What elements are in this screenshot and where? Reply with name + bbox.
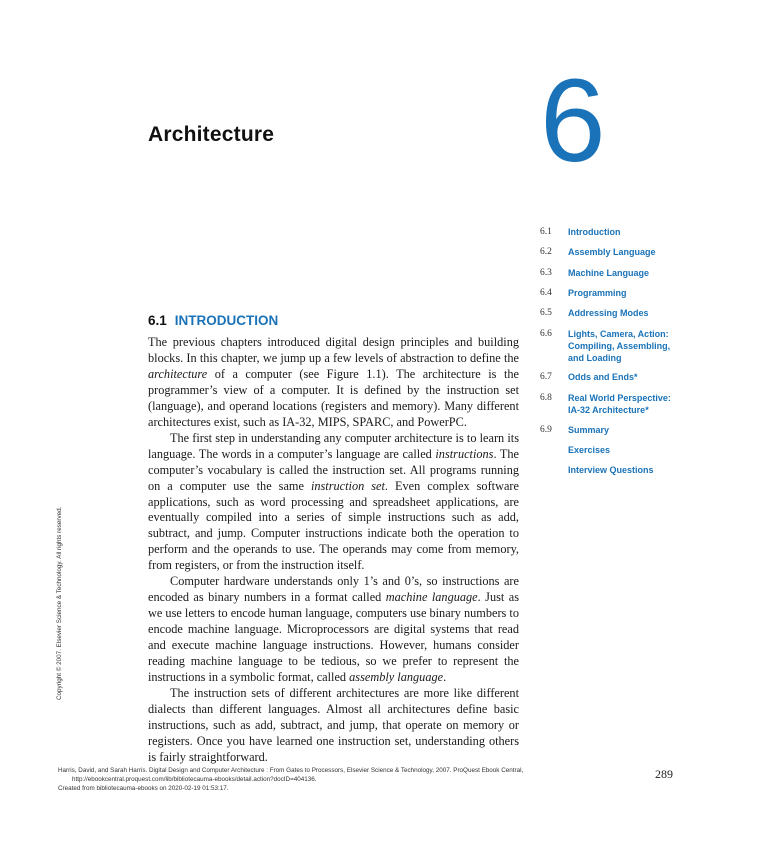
toc-number: 6.5 bbox=[540, 308, 552, 319]
toc-number: 6.9 bbox=[540, 424, 552, 435]
toc-link-summary[interactable]: Summary bbox=[568, 424, 610, 435]
chapter-number: 6 bbox=[540, 55, 606, 187]
footer-link[interactable]: http://ebookcentral.proquest.com/lib/bibliotecauma-ebooks/detail.action?docID=404136. bbox=[72, 776, 317, 783]
section-number: 6.1 bbox=[148, 313, 167, 328]
chapter-title: Architecture bbox=[148, 123, 275, 146]
toc-number: 6.4 bbox=[540, 287, 552, 298]
toc-number: 6.8 bbox=[540, 392, 552, 403]
toc-number: 6.1 bbox=[540, 227, 552, 237]
toc-link-odds-and-ends[interactable]: Odds and Ends* bbox=[568, 372, 638, 383]
section-title: INTRODUCTION bbox=[174, 313, 279, 328]
toc-item[interactable] bbox=[540, 287, 680, 300]
toc-number: 6.7 bbox=[540, 372, 552, 383]
paragraph: Computer hardware understands only 1’s and 0’s, so instructions are encoded as binary numbers in a format called machine language. Just as we use letters to encode human language, computers use binary numbers to encode machine language. Microprocessors are digital systems that read and execute machine language instructions. However, humans consider reading machine language to be tedious, so we prefer to represent the instructions in a symbolic format, called assembly language. bbox=[148, 574, 519, 685]
toc-link-programming[interactable]: Programming bbox=[568, 287, 627, 298]
chapter-toc bbox=[540, 226, 680, 483]
toc-item[interactable] bbox=[540, 246, 680, 259]
toc-link-addressing-modes[interactable]: Addressing Modes bbox=[568, 308, 649, 319]
toc-number: 6.6 bbox=[540, 328, 552, 339]
paragraph: The previous chapters introduced digital design principles and building blocks. In this chapter, we jump up a few levels of abstraction to define the architecture of a computer (see Figure 1.1). The architecture is the programmer’s view of a computer. It is defined by the instruction set (language), and operand locations (registers and memory). Many different architectures exist, such as IA-32, MIPS, SPARC, and PowerPC. bbox=[148, 335, 519, 429]
toc-link-interview-questions[interactable]: Interview Questions bbox=[568, 464, 654, 475]
toc-number: 6.2 bbox=[540, 247, 552, 258]
toc-link-lights-camera-action[interactable]: Lights, Camera, Action: Compiling, Assembling, and Loading bbox=[568, 328, 671, 363]
toc-link-exercises[interactable]: Exercises bbox=[568, 444, 611, 455]
toc-link-machine-language[interactable]: Machine Language bbox=[568, 267, 650, 278]
footer-line: Created from bibliotecauma-ebooks on 2020-02-19 01:53:17. bbox=[58, 785, 229, 792]
toc-item[interactable] bbox=[540, 226, 680, 239]
toc-item[interactable] bbox=[540, 371, 680, 384]
toc-item[interactable] bbox=[540, 424, 680, 437]
page-number: 289 bbox=[655, 767, 673, 781]
footer-line: Harris, David, and Sarah Harris. Digital Design and Computer Architecture : From Gates to Processors, Elsevier Science & Technology, 2007. ProQuest Ebook Central, bbox=[58, 767, 524, 774]
toc-item[interactable] bbox=[540, 307, 680, 320]
section-heading bbox=[148, 313, 278, 328]
toc-item[interactable] bbox=[540, 464, 680, 476]
paragraph: The instruction sets of different architectures are more like different dialects than different languages. Almost all architectures define basic instructions, such as add, subtract, and jump, that operate on memory or registers. Once you have learned one instruction set, understanding others is fairly straightforward. bbox=[148, 685, 519, 764]
side-copyright-notice: Copyright © 2007. Elsevier Science & Technology. All rights reserved. bbox=[56, 506, 63, 700]
toc-link-real-world-perspective[interactable]: Real World Perspective: IA-32 Architecture* bbox=[568, 392, 671, 415]
toc-item[interactable] bbox=[540, 444, 680, 456]
body-text bbox=[148, 335, 519, 766]
paragraph: The first step in understanding any computer architecture is to learn its language. The words in a computer’s language are called instructions. The computer’s vocabulary is called the instruction set. All programs running on a computer use the same instruction set. Even complex software applications, such as word processing and spreadsheet applications, are eventually compiled into a series of simple instructions such as add, subtract, and jump. Computer instructions indicate both the operation to perform and the operands to use. The operands may come from memory, from registers, or from the instruction itself. bbox=[148, 430, 520, 573]
toc-item[interactable] bbox=[540, 267, 680, 280]
toc-item[interactable] bbox=[540, 392, 680, 416]
toc-link-assembly-language[interactable]: Assembly Language bbox=[568, 247, 656, 258]
footer-citation bbox=[58, 766, 523, 793]
toc-item[interactable] bbox=[540, 328, 680, 364]
toc-link-introduction[interactable]: Introduction bbox=[568, 227, 621, 237]
toc-number: 6.3 bbox=[540, 267, 552, 278]
